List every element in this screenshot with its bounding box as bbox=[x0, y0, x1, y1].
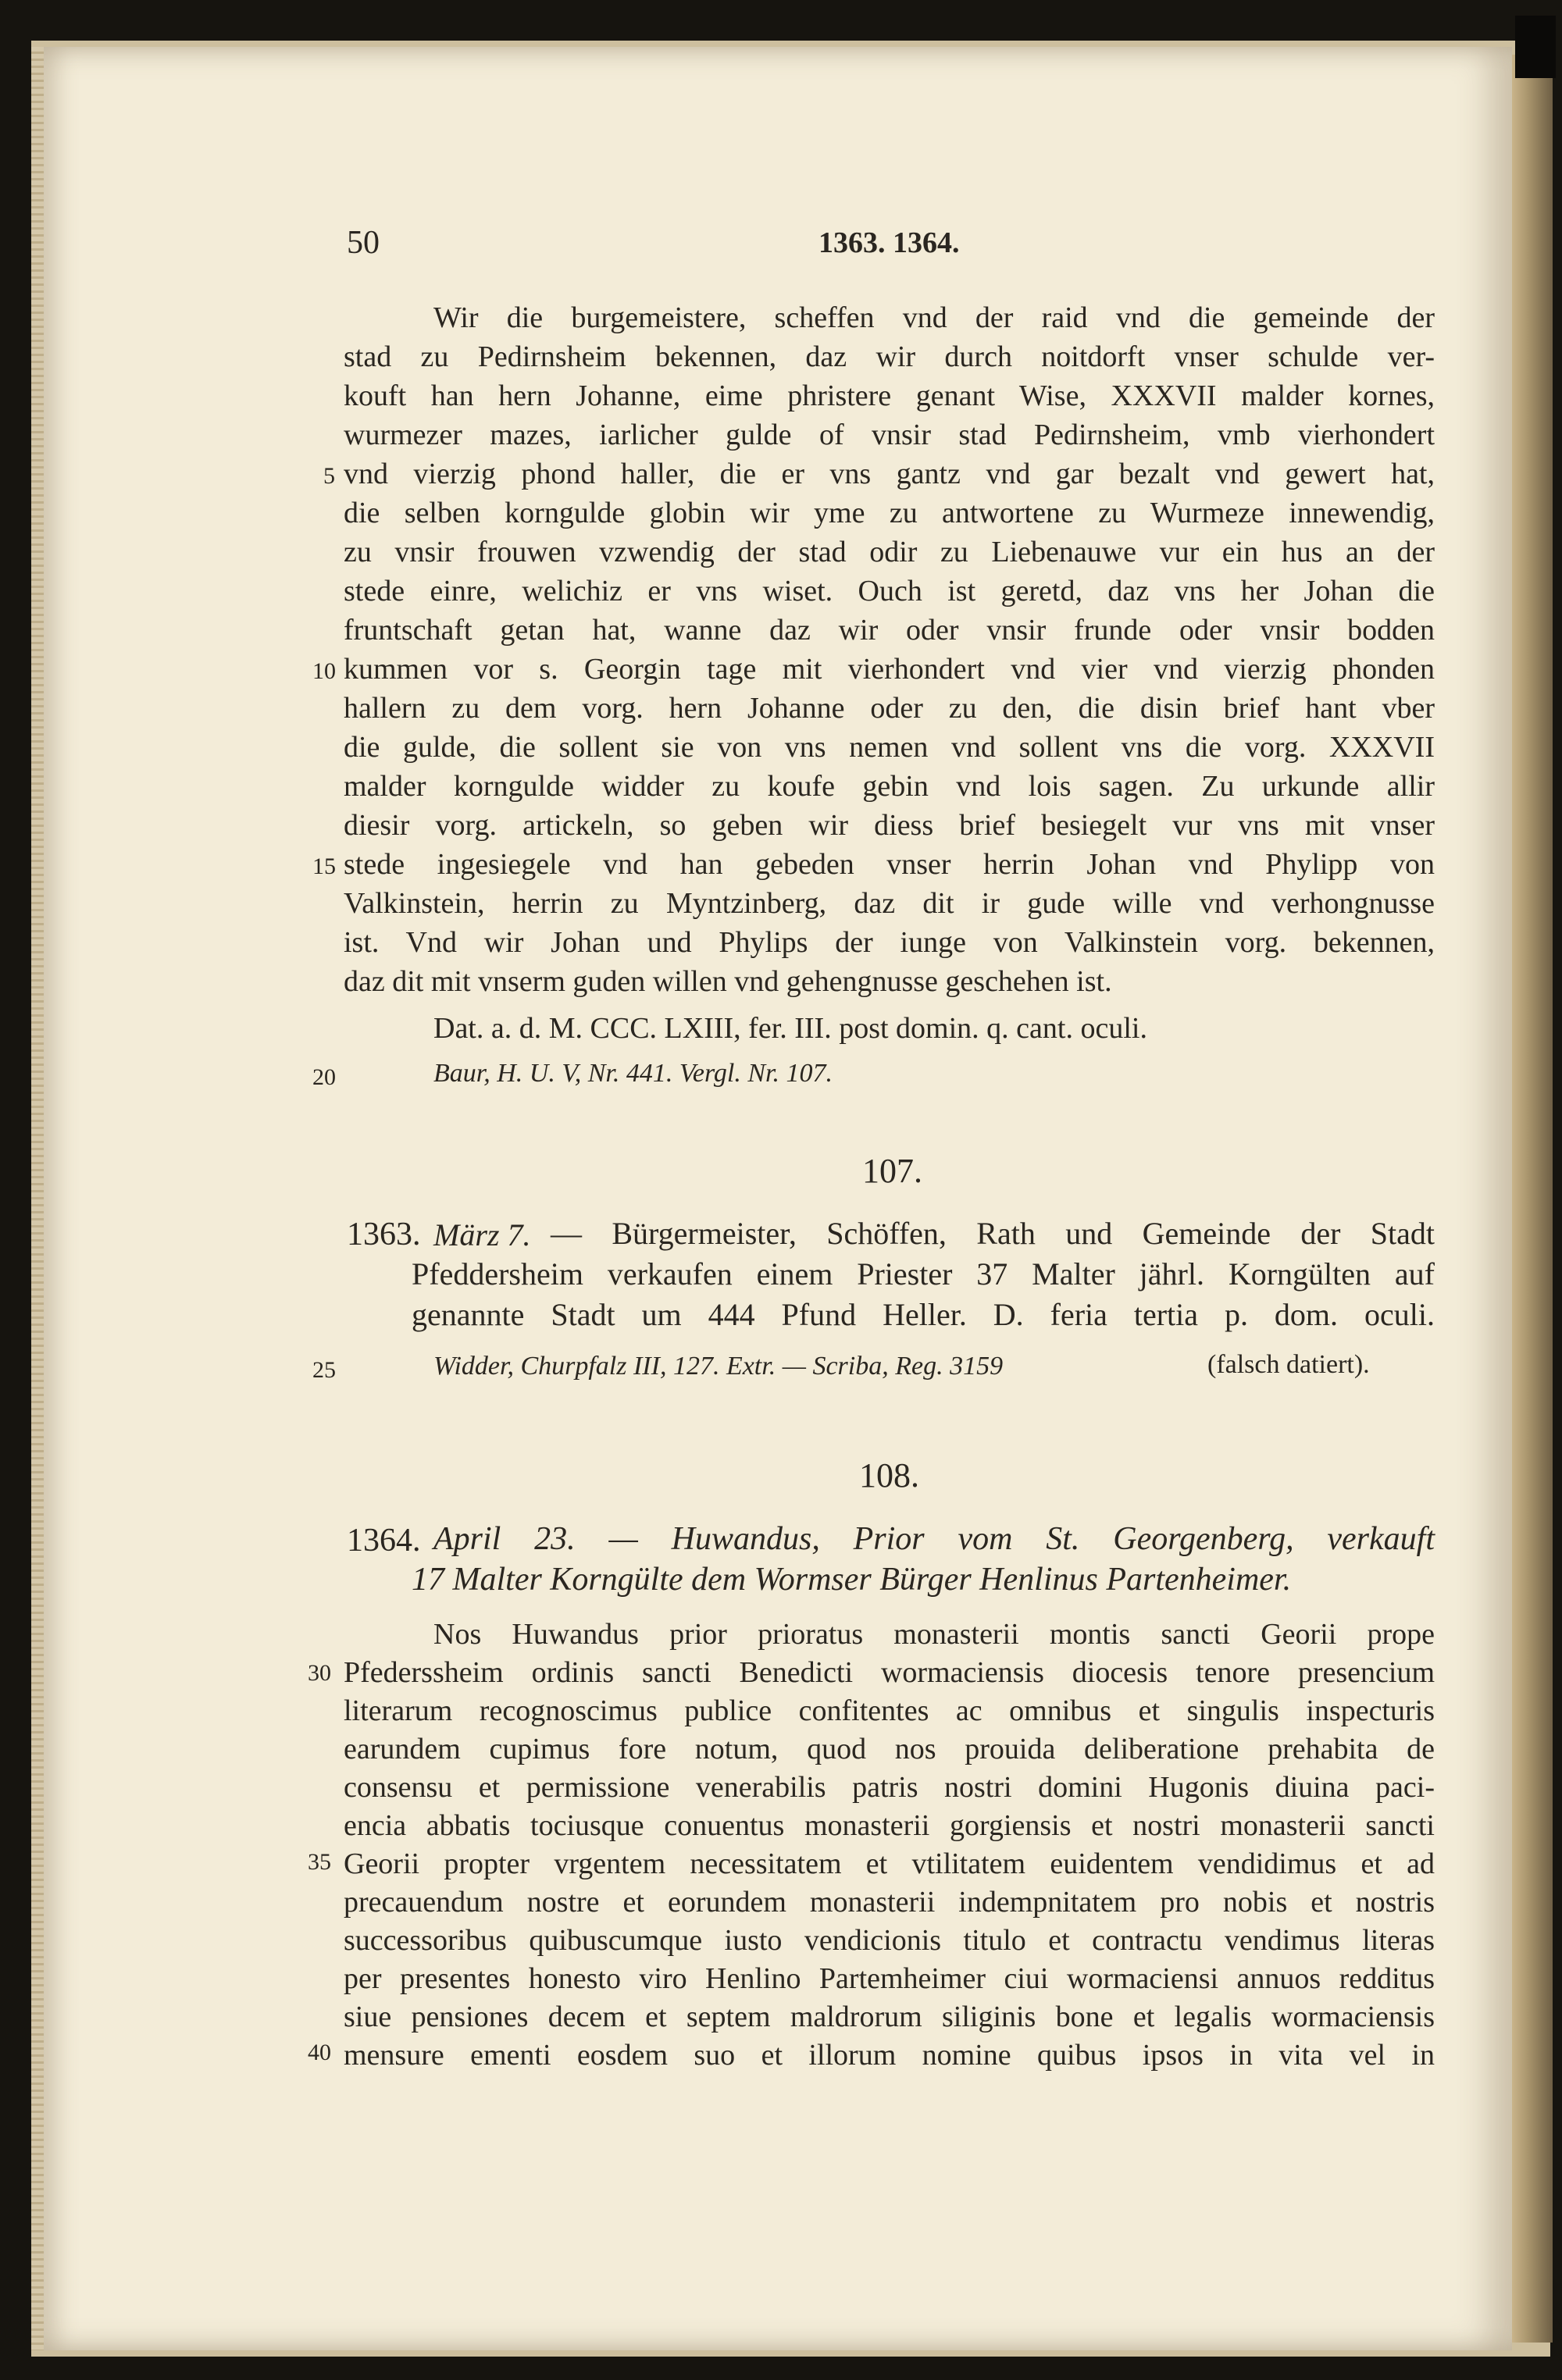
page-number: 50 bbox=[347, 225, 380, 261]
line-number-40: 40 bbox=[308, 2040, 331, 2065]
doc1-line-16: Valkinstein, herrin zu Myntzinberg, daz dit ir gude wille vnd verhongnusse bbox=[344, 887, 1435, 920]
doc1-line-12: die gulde, die sollent sie von vns nemen vnd sollent vns die vorg. XXXVII bbox=[344, 731, 1435, 764]
entry-107-date-italic: März 7. bbox=[433, 1217, 531, 1252]
entry-108-line-1: Nos Huwandus prior prioratus monasterii montis sancti Georii prope bbox=[433, 1618, 1435, 1651]
doc1-line-18: daz dit mit vnserm guden willen vnd gehengnusse geschehen ist. bbox=[344, 965, 1112, 998]
page-fore-edge bbox=[1512, 55, 1553, 2343]
corner-tab bbox=[1515, 16, 1556, 78]
doc1-line-1: Wir die burgemeistere, scheffen vnd der raid vnd die gemeinde der bbox=[433, 301, 1435, 334]
doc1-line-9: fruntschaft getan hat, wanne daz wir oder vnsir frunde oder vnsir bodden bbox=[344, 614, 1435, 647]
entry-107-source-note: (falsch datiert). bbox=[1207, 1350, 1370, 1379]
entry-107-number: 107. bbox=[862, 1152, 922, 1190]
entry-108-summary-line-1: April 23. — Huwandus, Prior vom St. Georgenberg, verkauft bbox=[433, 1521, 1435, 1557]
doc1-line-17: ist. Vnd wir Johan und Phylips der iunge von Valkinstein vorg. bekennen, bbox=[344, 926, 1435, 959]
doc1-line-2: stad zu Pedirnsheim bekennen, daz wir durch noitdorft vnser schulde ver- bbox=[344, 340, 1435, 373]
line-number-15: 15 bbox=[312, 853, 336, 879]
entry-108-line-4: earundem cupimus fore notum, quod nos prouida deliberatione prehabita de bbox=[344, 1733, 1435, 1765]
line-number-35: 35 bbox=[308, 1849, 331, 1875]
entry-107-line-3: genannte Stadt um 444 Pfund Heller. D. feria tertia p. dom. oculi. bbox=[412, 1297, 1435, 1332]
entry-108-line-6: encia abbatis tociusque conuentus monasterii gorgiensis et nostri monasterii sancti bbox=[344, 1809, 1435, 1842]
doc1-line-10: kummen vor s. Georgin tage mit vierhondert vnd vier vnd vierzig phonden bbox=[344, 653, 1435, 686]
doc1-line-8: stede einre, welichiz er vns wiset. Ouch ist geretd, daz vns her Johan die bbox=[344, 575, 1435, 607]
doc1-line-11: hallern zu dem vorg. hern Johanne oder zu den, die disin brief hant vber bbox=[344, 692, 1435, 725]
doc1-dating: Dat. a. d. M. CCC. LXIII, fer. III. post domin. q. cant. oculi. bbox=[433, 1012, 1147, 1045]
entry-108-line-2: Pfederssheim ordinis sancti Benedicti wormaciensis diocesis tenore presencium bbox=[344, 1656, 1435, 1689]
entry-108-line-3: literarum recognoscimus publice confitentes ac omnibus et singulis inspecturis bbox=[344, 1694, 1435, 1727]
entry-108-line-7: Georii propter vrgentem necessitatem et vtilitatem euidentem vendidimus et ad bbox=[344, 1847, 1435, 1880]
doc1-line-6: die selben korngulde globin wir yme zu antwortene zu Wurmeze innewendig, bbox=[344, 497, 1435, 529]
entry-107-date: 1363. bbox=[347, 1217, 421, 1252]
doc1-line-3: kouft han hern Johanne, eime phristere genant Wise, XXXVII malder kornes, bbox=[344, 379, 1435, 412]
entry-108-line-8: precauendum nostre et eorundem monasterii indempnitatem pro nobis et nostris bbox=[344, 1886, 1435, 1919]
doc1-line-15: stede ingesiegele vnd han gebeden vnser herrin Johan vnd Phylipp von bbox=[344, 848, 1435, 881]
entry-108-summary-line-2: 17 Malter Korngülte dem Wormser Bürger Henlinus Partenheimer. bbox=[412, 1562, 1292, 1598]
entry-108-number: 108. bbox=[859, 1456, 919, 1495]
entry-108-line-9: successoribus quibuscumque iusto vendicionis titulo et contractu vendimus literas bbox=[344, 1924, 1435, 1957]
running-title: 1363. 1364. bbox=[818, 226, 960, 259]
entry-108-line-11: siue pensiones decem et septem maldrorum siliginis bone et legalis wormaciensis bbox=[344, 2001, 1435, 2033]
entry-108-line-10: per presentes honesto viro Henlino Partemheimer ciui wormaciensi annuos redditus bbox=[344, 1962, 1435, 1995]
entry-107-line-1: — Bürgermeister, Schöffen, Rath und Gemeinde der Stadt bbox=[551, 1216, 1435, 1251]
doc1-line-14: diesir vorg. artickeln, so geben wir diess brief besiegelt vur vns mit vnser bbox=[344, 809, 1435, 842]
doc1-line-5: vnd vierzig phond haller, die er vns gantz vnd gar bezalt vnd gewert hat, bbox=[344, 458, 1435, 490]
doc1-line-13: malder korngulde widder zu koufe gebin vnd lois sagen. Zu urkunde allir bbox=[344, 770, 1435, 803]
entry-108-date: 1364. bbox=[347, 1523, 421, 1559]
line-number-30: 30 bbox=[308, 1660, 331, 1686]
line-number-20: 20 bbox=[312, 1064, 336, 1090]
doc1-source: Baur, H. U. V, Nr. 441. Vergl. Nr. 107. bbox=[433, 1059, 833, 1088]
entry-108-line-12: mensure ementi eosdem suo et illorum nomine quibus ipsos in vita vel in bbox=[344, 2039, 1435, 2072]
doc1-line-7: zu vnsir frouwen vzwendig der stad odir zu Liebenauwe vur ein hus an der bbox=[344, 536, 1435, 568]
entry-107-line-2: Pfeddersheim verkaufen einem Priester 37 Malter jährl. Korngülten auf bbox=[412, 1256, 1435, 1292]
doc1-line-4: wurmezer mazes, iarlicher gulde of vnsir stad Pedirnsheim, vmb vierhondert bbox=[344, 419, 1435, 451]
line-number-25: 25 bbox=[312, 1357, 336, 1383]
entry-107-source: Widder, Churpfalz III, 127. Extr. — Scriba, Reg. 3159 bbox=[433, 1352, 1004, 1381]
line-number-5: 5 bbox=[323, 463, 335, 489]
entry-108-line-5: consensu et permissione venerabilis patris nostri domini Hugonis diuina paci- bbox=[344, 1771, 1435, 1804]
line-number-10: 10 bbox=[312, 658, 336, 684]
